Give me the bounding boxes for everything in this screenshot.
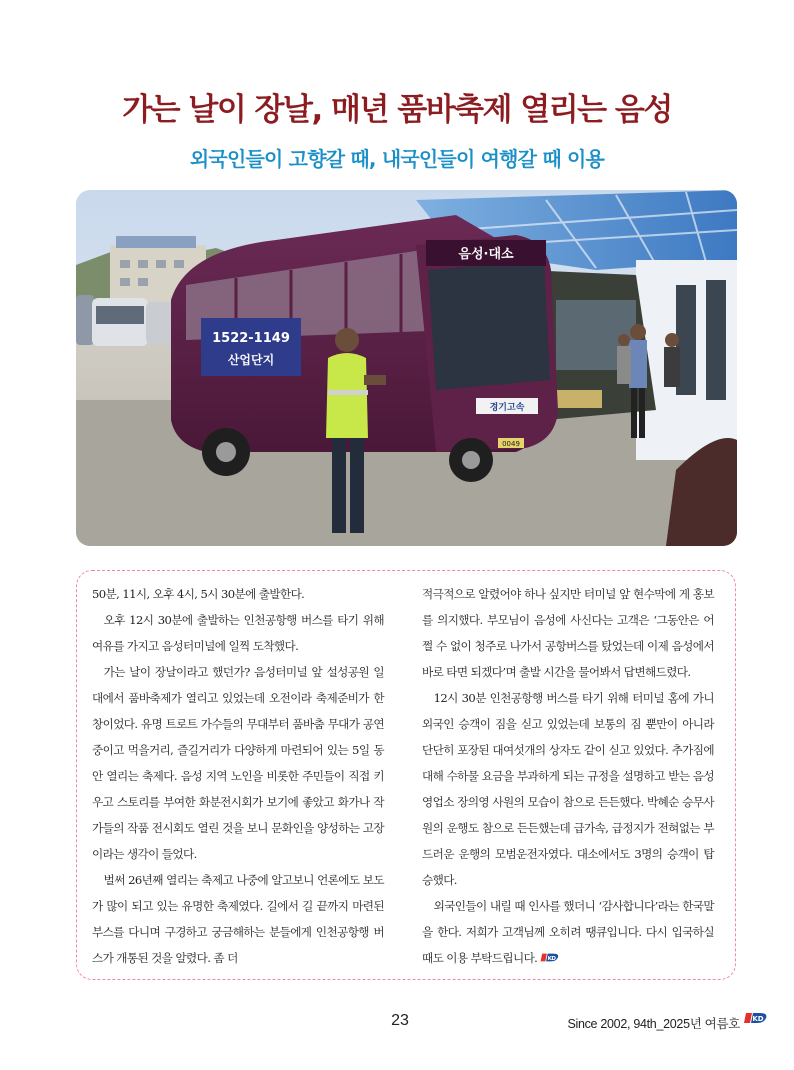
paragraph: 50분, 11시, 오후 4시, 5시 30분에 출발한다. xyxy=(92,587,305,601)
article-right-column xyxy=(422,581,714,971)
svg-text:KD: KD xyxy=(547,955,556,962)
bus-side-phone: 1522-1149 xyxy=(212,331,290,346)
article-text-box xyxy=(76,570,736,980)
paragraph: 12시 30분 인천공항행 버스를 타기 위해 터미널 홈에 가니 외국인 승객이 짐을 싣고 있었는데 보통의 짐 뿐만이 아니라 단단히 포장된 대여섯개의 상자도 같이 싣고 있었다. 추가짐에 대해 수하물 요금을 부과하게 되는 규정을 설명하고 받는 음성영업소 장의영 사원의 모습이 참으로 든든했다. 박혜순 승무사원의 운행도 참으로 든든했는데 급가속, 급정지가 전혀없는 부드러운 운행의 모범운전자였다. 대소에서도 3명의 승객이 탑승했다. xyxy=(422,691,714,887)
kd-logo-icon xyxy=(540,952,560,963)
svg-text:KD: KD xyxy=(752,1015,764,1023)
paragraph: 적극적으로 알렸어야 하나 싶지만 터미널 앞 현수막에 게 홍보를 의지했다. 부모님이 음성에 사신다는 고객은 ‘그동안은 어쩔 수 없이 청주로 나가서 공항버스를 탔었는데 이제 음성에서 바로 타면 되겠다’며 출발 시간을 물어봐서 답변해드렸다. xyxy=(422,587,714,679)
paragraph: 벌써 26년째 열리는 축제고 나중에 알고보니 언론에도 보도가 많이 되고 있는 유명한 축제였다. 길에서 길 끝까지 마련된 부스를 다니며 구경하고 궁금해하는 분들에게 인천공항행 버스가 개통된 것을 알렸다. 좀 더 xyxy=(92,873,384,965)
article-title: 가는 날이 장날, 매년 품바축제 열리는 음성 xyxy=(122,92,672,128)
kd-logo-icon xyxy=(744,1011,768,1025)
issue-note: Since 2002, 94th_2025년 여름호 xyxy=(567,1017,740,1031)
bus-side-ad: 산업단지 xyxy=(227,353,275,367)
closing-text: 외국인들이 내릴 때 인사를 했더니 ‘감사합니다’라는 한국말을 한다. 저희가 고객님께 오히려 땡큐입니다. 다시 입국하실 때도 이용 부탁드립니다. xyxy=(422,899,714,965)
article-subtitle: 외국인들이 고향갈 때, 내국인들이 여행갈 때 이용 xyxy=(189,147,605,171)
bus-plate: 0049 xyxy=(502,440,520,448)
paragraph: 오후 12시 30분에 출발하는 인천공항행 버스를 타기 위해 여유를 가지고 음성터미널에 일찍 도착했다. xyxy=(92,613,384,653)
paragraph xyxy=(422,893,714,971)
paragraph: 가는 날이 장날이라고 했던가? 음성터미널 앞 설성공원 일대에서 품바축제가 열리고 있었는데 오전이라 축제준비가 한창이었다. 유명 트로트 가수들의 무대부터 품바춤 무대가 공연 중이고 먹을거리, 즐길거리가 다양하게 마련되어 있는 5일 동안 열리는 축제다. 음성 지역 노인을 비롯한 주민들이 직접 키우고 스토리를 부여한 화분전시회가 보기에 좋았고 화가나 작가들의 작품 전시회도 열린 것을 보니 문화인을 양성하는 고장이라는 생각이 들었다. xyxy=(92,665,384,861)
page-number: 23 xyxy=(391,1012,409,1029)
bus-company-mark: 경기고속 xyxy=(489,403,525,413)
bus-destination-sign: 음성·대소 xyxy=(458,247,514,262)
article-left-column xyxy=(92,581,384,971)
bus-terminal-photo xyxy=(76,190,737,546)
